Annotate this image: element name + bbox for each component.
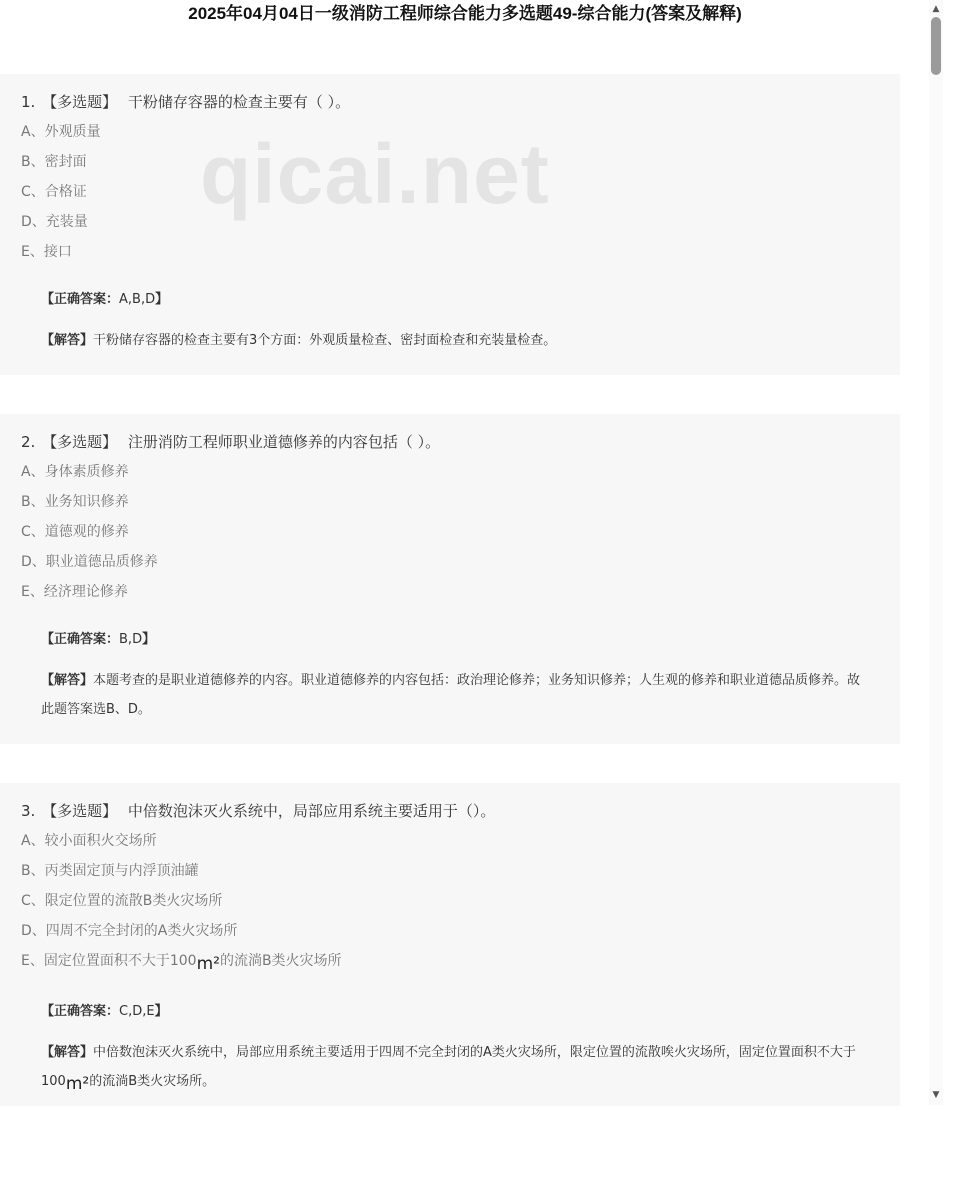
correct-answer-label: 【正确答案： <box>41 632 120 647</box>
correct-answer-label: 【正确答案： <box>41 1004 120 1019</box>
explanation-text: 本题考查的是职业道德修养的内容。职业道德修养的内容包括：政治理论修养；业务知识修养；人生观的修养和职业道德品质修养。故此题答案选B、D。 <box>41 673 861 717</box>
option-e-text-end: 的流淌B类火灾场所 <box>219 953 342 969</box>
option-e: E、接口 <box>21 244 72 260</box>
correct-answer-close: 】 <box>142 632 156 647</box>
scrollbar-thumb[interactable] <box>931 17 941 75</box>
question-number: 3. <box>21 802 36 820</box>
option-b: B、丙类固定顶与内浮顶油罐 <box>21 863 199 879</box>
question-type-tag: 【多选题】 <box>42 433 118 451</box>
option-b: B、密封面 <box>21 154 87 170</box>
question-header <box>21 801 880 821</box>
correct-answer <box>41 630 880 650</box>
question-text: 干粉储存容器的检查主要有（ ）。 <box>127 93 351 111</box>
question-header <box>21 92 880 112</box>
explanation-text-start: 中倍数泡沫灭火系统中，局部应用系统主要适用于四周不完全封闭的A类火灾场所，限定位置的流散唉火灾场所，固定位置面积不大于100 <box>41 1045 856 1089</box>
correct-answer-value: B,D <box>119 632 143 647</box>
vertical-scrollbar[interactable] <box>929 0 943 1105</box>
area-unit: m² <box>65 1074 90 1094</box>
correct-answer-value: C,D,E <box>119 1004 155 1019</box>
question-header <box>21 432 880 452</box>
option-d: D、职业道德品质修养 <box>21 554 158 570</box>
question-card-3 <box>0 783 900 1106</box>
page-title: 2025年04月04日一级消防工程师综合能力多选题49-综合能力(答案及解释) <box>188 4 742 23</box>
question-text: 注册消防工程师职业道德修养的内容包括（ ）。 <box>127 433 441 451</box>
option-a: A、身体素质修养 <box>21 464 129 480</box>
explanation-text: 干粉储存容器的检查主要有3个方面：外观质量检查、密封面检查和充装量检查。 <box>93 333 557 348</box>
watermark: qicai.net <box>200 127 550 221</box>
question-type-tag: 【多选题】 <box>42 802 118 820</box>
question-number: 1. <box>21 93 36 111</box>
option-e-text-start: E、固定位置面积不大于100 <box>21 953 197 969</box>
question-card-2 <box>0 414 900 744</box>
explanation-label: 【解答】 <box>41 673 94 688</box>
option-a: A、外观质量 <box>21 124 101 140</box>
option-d: D、四周不完全封闭的A类火灾场所 <box>21 923 238 939</box>
question-number: 2. <box>21 433 36 451</box>
question-card-1 <box>0 74 900 375</box>
option-c: C、限定位置的流散B类火灾场所 <box>21 893 223 909</box>
question-text: 中倍数泡沫灭火系统中，局部应用系统主要适用于（）。 <box>127 802 496 820</box>
explanation <box>41 326 872 355</box>
correct-answer-value: A,B,D <box>119 292 156 307</box>
scroll-down-arrow-icon[interactable]: ▼ <box>932 1090 940 1100</box>
option-c: C、道德观的修养 <box>21 524 129 540</box>
correct-answer <box>41 290 880 310</box>
correct-answer <box>41 1002 880 1022</box>
explanation-text-end: 的流淌B类火灾场所。 <box>89 1074 216 1089</box>
explanation <box>41 1038 872 1099</box>
correct-answer-close: 】 <box>155 292 169 307</box>
option-b: B、业务知识修养 <box>21 494 129 510</box>
option-d: D、充装量 <box>21 214 88 230</box>
explanation-label: 【解答】 <box>41 1045 94 1060</box>
option-c: C、合格证 <box>21 184 87 200</box>
question-type-tag: 【多选题】 <box>42 93 118 111</box>
explanation-label: 【解答】 <box>41 333 94 348</box>
scroll-up-arrow-icon[interactable]: ▲ <box>932 4 940 14</box>
explanation <box>41 666 872 724</box>
area-unit: m² <box>196 954 220 974</box>
option-e <box>21 951 880 974</box>
option-e: E、经济理论修养 <box>21 584 128 600</box>
option-a: A、较小面积火交场所 <box>21 833 157 849</box>
correct-answer-close: 】 <box>154 1004 168 1019</box>
correct-answer-label: 【正确答案： <box>41 292 120 307</box>
